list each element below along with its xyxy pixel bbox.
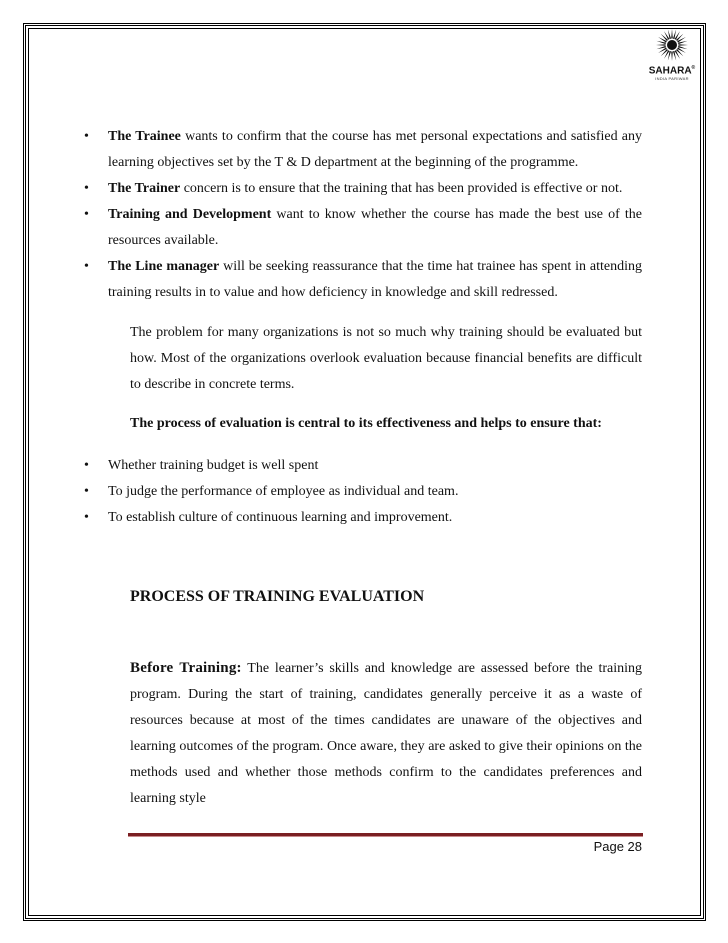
logo-ray [678,44,688,46]
bullet-text: concern is to ensure that the training that has been provided is effective or not. [180,181,623,196]
page-number: Page 28 [593,839,642,854]
bullet-text: To judge the performance of employee as individual and team. [108,484,459,499]
list-item [84,505,642,531]
sahara-sun-icon [655,28,689,62]
logo-ray [671,29,673,39]
list-item [84,479,642,505]
footer-rule-accent [128,836,643,837]
bullet-text: want to know whether the course has made the best use of the resources available. [108,207,642,248]
bullet-lead: Training and Development [108,207,272,222]
before-training-text: The learner’s skills and knowledge are assessed before the training program. During the start of training, candidates generally perceive it as a waste of resources because at most of the times candidates are unaware of the objectives and learning outcomes of the program. Once aware, they are asked to give their opinions on the methods used and whether those methods confirm to the candidates preferences and learning style [130,661,643,806]
list-item [84,453,642,479]
logo-ray [676,34,683,41]
process-paragraph: The process of evaluation is central to its effectiveness and helps to ensure that: [130,416,602,431]
logo-subtitle: INDIA PARIWAR [655,76,689,82]
logo-ray [661,49,668,56]
bullet-lead: The Trainer [108,181,181,196]
bullet-text: Whether training budget is well spent [108,458,319,473]
stakeholder-bullet-list [84,124,642,306]
problem-paragraph: The problem for many organizations is not so much why training should be evaluated but how. Most of the organizations overlook evaluation because financial benefits are difficult to describe in concrete terms. [130,325,642,392]
bullet-lead: The Trainee [108,129,181,144]
list-item [84,254,642,306]
bullet-icon: • [84,129,89,144]
list-item [84,176,642,202]
logo-name: SAHARA® [648,65,696,77]
list-item [84,124,642,176]
logo-ray [661,34,668,41]
bullet-icon: • [84,207,89,222]
logo-ray [671,51,673,61]
bullet-icon: • [84,484,89,499]
bullet-icon: • [84,181,89,196]
evaluation-goals-list [84,453,642,531]
sahara-logo [647,28,697,90]
bullet-icon: • [84,458,89,473]
before-training-lead: Before Training: [130,660,242,676]
logo-ray [656,44,666,46]
before-training-paragraph [130,655,642,812]
bullet-icon: • [84,510,89,525]
bullet-text: wants to confirm that the course has met personal expectations and satisfied any learning objectives set by the T & D department at the beginning of the programme. [108,129,642,170]
list-item [84,202,642,254]
bullet-lead: The Line manager [108,259,220,274]
bullet-icon: • [84,259,89,274]
logo-ray [676,49,683,56]
bullet-text: To establish culture of continuous learning and improvement. [108,510,453,525]
section-heading: PROCESS OF TRAINING EVALUATION [130,588,425,605]
bullet-text: will be seeking reassurance that the time hat trainee has spent in attending training results in to value and how deficiency in knowledge and skill redressed. [108,259,642,300]
